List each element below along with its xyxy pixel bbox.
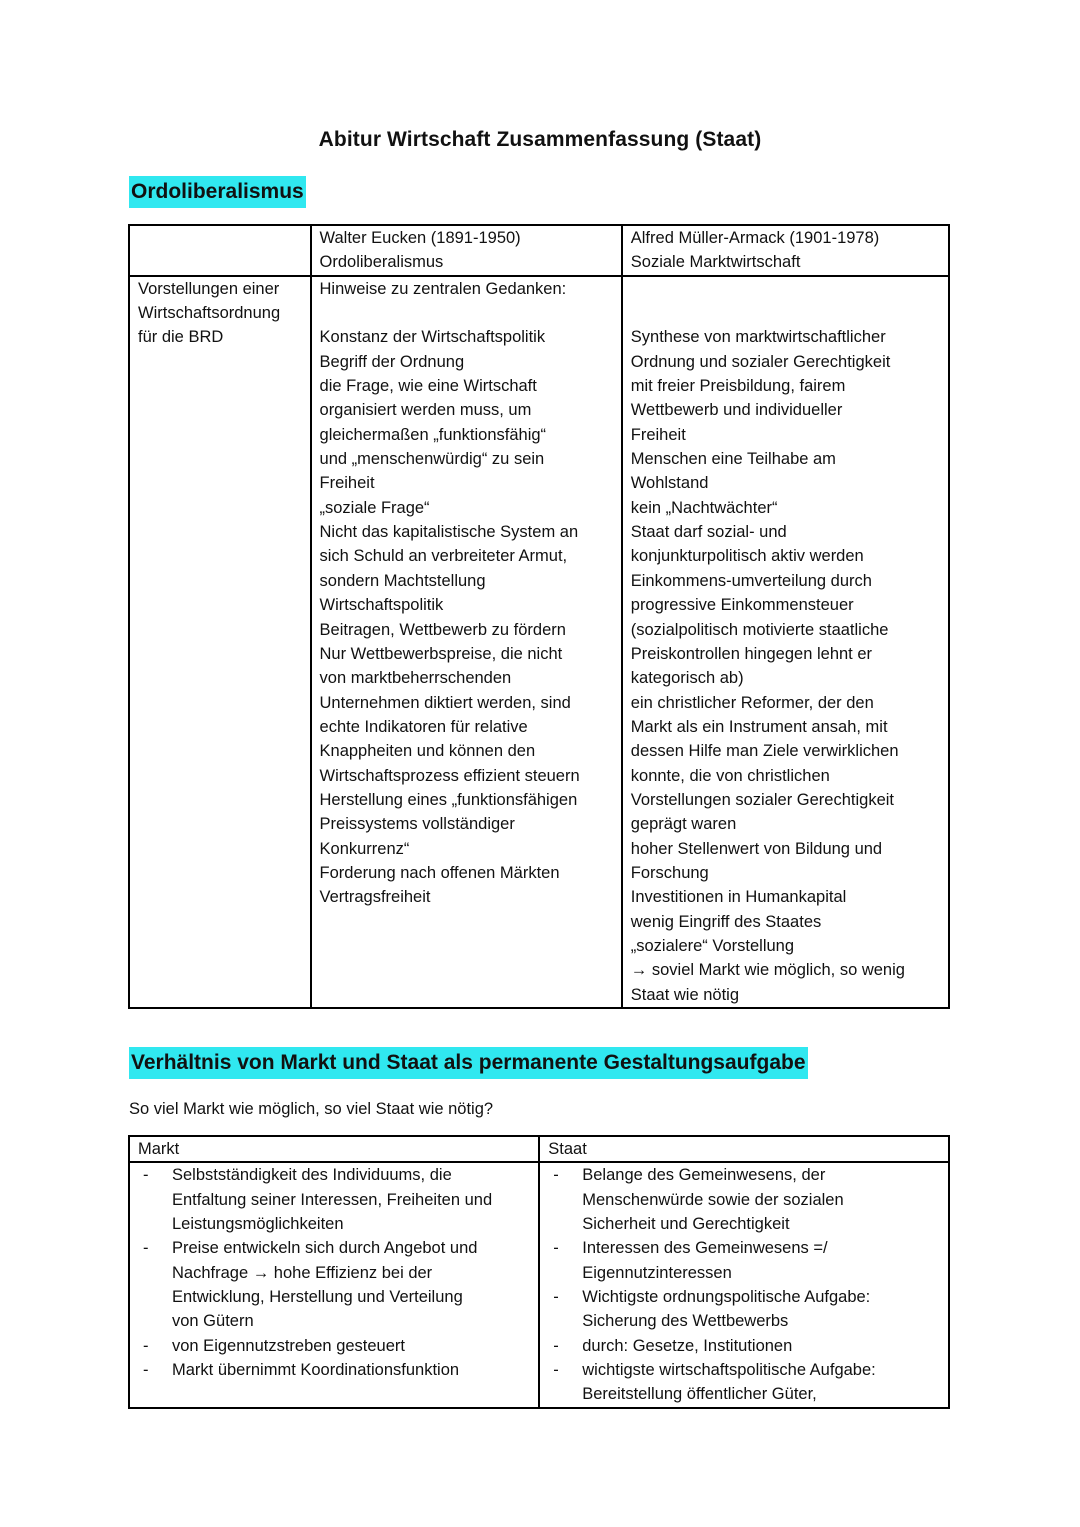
markt-list-item-line: - von Eigennutzstreben gesteuert: [172, 1336, 405, 1355]
table-header-row: [129, 225, 949, 276]
staat-list-item: [548, 1236, 940, 1285]
document-title: Abitur Wirtschaft Zusammenfassung (Staat): [318, 128, 762, 151]
armack-note-line: Freiheit: [630, 425, 686, 444]
table-body-row: [129, 276, 949, 1008]
armack-note-line: (sozialpolitisch motivierte staatliche: [630, 620, 889, 639]
staat-list-item: [548, 1334, 940, 1358]
eucken-note-line: sich Schuld an verbreiteter Armut,: [319, 547, 568, 566]
staat-list-item-line: Bereitstellung öffentlicher Güter,: [582, 1385, 817, 1404]
armack-note-line: [631, 277, 940, 301]
armack-note-line: hoher Stellenwert von Bildung und: [630, 839, 883, 858]
intro-question: So viel Markt wie möglich, so viel Staat wie nötig?: [129, 1100, 494, 1118]
armack-note-line: kategorisch ab): [630, 669, 744, 688]
eucken-notes-cell: [311, 276, 622, 1008]
armack-note-line: Wohlstand: [630, 474, 709, 493]
markt-list-item-line: Entwicklung, Herstellung und Verteilung: [172, 1288, 463, 1307]
markt-list-item: [138, 1163, 530, 1236]
staat-header: Staat: [539, 1136, 949, 1162]
armack-note-line: Synthese von marktwirtschaftlicher: [630, 328, 886, 347]
eucken-note-line: von marktbeherrschenden: [319, 669, 512, 688]
staat-list-item: [548, 1358, 940, 1407]
staat-list-item: [548, 1285, 940, 1334]
armack-header-line: Alfred Müller-Armack (1901-1978): [630, 229, 880, 247]
table-header-row: [129, 1136, 949, 1162]
eucken-note-line: echte Indikatoren für relative: [319, 717, 528, 736]
eucken-note-line: Preissystems vollständiger: [319, 815, 515, 834]
armack-note-line: Preiskontrollen hingegen lehnt er: [630, 644, 873, 663]
markt-list: [138, 1163, 530, 1382]
armack-note-line: Wettbewerb und individueller: [630, 401, 843, 420]
ordoliberalismus-table: [128, 224, 950, 1009]
markt-list-item-line: Entfaltung seiner Interessen, Freiheiten und: [172, 1190, 493, 1209]
armack-note-line: „sozialere“ Vorstellung: [630, 936, 795, 955]
staat-list-cell: [539, 1162, 949, 1407]
armack-note-line: progressive Einkommensteuer: [630, 596, 854, 615]
eucken-note-line: sondern Machtstellung: [319, 571, 486, 590]
eucken-note-line: Knappheiten und können den: [319, 742, 536, 761]
eucken-note-line: Hinweise zu zentralen Gedanken:: [319, 279, 567, 298]
eucken-note-line: organisiert werden muss, um: [319, 401, 532, 420]
staat-list-item-line: - Wichtigste ordnungspolitische Aufgabe:: [582, 1288, 871, 1307]
markt-staat-table: [128, 1135, 950, 1409]
eucken-note-line: Konkurrenz“: [319, 839, 410, 858]
armack-note-line: Staat darf sozial- und: [630, 523, 787, 542]
armack-notes-cell: [622, 276, 949, 1008]
markt-list-item: [138, 1334, 530, 1358]
staat-list-item-line: - durch: Gesetze, Institutionen: [582, 1336, 793, 1355]
eucken-note-line: Forderung nach offenen Märkten: [319, 863, 560, 882]
armack-note-line: Staat wie nötig: [630, 985, 739, 1004]
eucken-note-line: Nicht das kapitalistische System an: [319, 523, 579, 542]
markt-list-item-line: - Selbstständigkeit des Individuums, die: [172, 1166, 452, 1185]
eucken-note-line: Nur Wettbewerbspreise, die nicht: [319, 644, 563, 663]
section-heading-markt-staat: Verhältnis von Markt und Staat als permanente Gestaltungsaufgabe: [129, 1047, 808, 1079]
armack-note-line: geprägt waren: [630, 815, 737, 834]
row-label-line: für die BRD: [138, 328, 224, 347]
row-label-cell: [129, 276, 311, 1008]
header-empty-cell: [129, 225, 311, 276]
markt-list-cell: [129, 1162, 539, 1407]
markt-list-item: [138, 1236, 530, 1333]
staat-list: [548, 1163, 940, 1406]
armack-note-line: Investitionen in Humankapital: [630, 888, 847, 907]
markt-list-item-line: - Preise entwickeln sich durch Angebot und: [172, 1239, 478, 1258]
section-heading-ordoliberalismus: Ordoliberalismus: [129, 176, 306, 208]
table-body-row: [129, 1162, 949, 1407]
armack-note-line: mit freier Preisbildung, fairem: [630, 377, 846, 396]
markt-list-item-line: Leistungsmöglichkeiten: [172, 1215, 344, 1234]
header-eucken-cell: [311, 225, 622, 276]
armack-note-line: Einkommens-umverteilung durch: [630, 571, 872, 590]
eucken-note-line: Vertragsfreiheit: [319, 888, 431, 907]
eucken-header-line: Ordoliberalismus: [319, 253, 444, 272]
armack-note-line: Menschen eine Teilhabe am: [630, 450, 836, 469]
armack-note-line: [631, 301, 940, 325]
eucken-note-line: „soziale Frage“: [319, 498, 430, 517]
armack-note-line: Forschung: [630, 863, 709, 882]
armack-note-line: Ordnung und sozialer Gerechtigkeit: [630, 352, 891, 371]
eucken-note-line: und „menschenwürdig“ zu sein: [319, 450, 545, 469]
armack-note-line: kein „Nachtwächter“: [630, 498, 778, 517]
eucken-note-line: Herstellung eines „funktionsfähigen: [319, 790, 578, 809]
staat-list-item-line: - Belange des Gemeinwesens, der: [582, 1166, 826, 1185]
eucken-note-line: gleichermaßen „funktionsfähig“: [319, 425, 547, 444]
eucken-note-line: Konstanz der Wirtschaftspolitik: [319, 328, 546, 347]
armack-note-line: konjunkturpolitisch aktiv werden: [630, 547, 864, 566]
staat-list-item-line: - wichtigste wirtschaftspolitische Aufgabe:: [582, 1361, 876, 1380]
armack-note-line: → soviel Markt wie möglich, so wenig: [630, 961, 905, 980]
markt-header: Markt: [129, 1136, 539, 1162]
eucken-note-line: Wirtschaftspolitik: [319, 596, 444, 615]
eucken-note-line: Unternehmen diktiert werden, sind: [319, 693, 571, 712]
eucken-header-line: Walter Eucken (1891-1950): [319, 229, 521, 247]
markt-list-item-line: - Markt übernimmt Koordinationsfunktion: [172, 1361, 460, 1380]
staat-list-item-line: Menschenwürde sowie der sozialen: [582, 1190, 844, 1209]
armack-note-line: Vorstellungen sozialer Gerechtigkeit: [630, 790, 894, 809]
markt-list-item-line: von Gütern: [172, 1312, 254, 1331]
eucken-note-line: Beitragen, Wettbewerb zu fördern: [319, 620, 566, 639]
eucken-note-line: Wirtschaftsprozess effizient steuern: [319, 766, 580, 785]
armack-note-line: wenig Eingriff des Staates: [630, 912, 822, 931]
staat-list-item-line: - Interessen des Gemeinwesens =/: [582, 1239, 828, 1258]
armack-note-line: ein christlicher Reformer, der den: [630, 693, 874, 712]
armack-header-line: Soziale Marktwirtschaft: [630, 253, 801, 272]
staat-list-item-line: Sicherheit und Gerechtigkeit: [582, 1215, 790, 1234]
eucken-note-line: Begriff der Ordnung: [319, 352, 465, 371]
eucken-note-line: [320, 301, 613, 325]
row-label-line: Wirtschaftsordnung: [138, 304, 281, 323]
armack-note-line: Markt als ein Instrument ansah, mit: [630, 717, 888, 736]
armack-note-line: dessen Hilfe man Ziele verwirklichen: [630, 742, 899, 761]
markt-list-item: [138, 1358, 530, 1382]
eucken-note-line: die Frage, wie eine Wirtschaft: [319, 377, 537, 396]
staat-list-item-line: Eigennutzinteressen: [582, 1263, 732, 1282]
row-label-line: Vorstellungen einer: [138, 279, 280, 298]
eucken-note-line: Freiheit: [319, 474, 375, 493]
armack-note-line: konnte, die von christlichen: [630, 766, 830, 785]
staat-list-item: [548, 1163, 940, 1236]
header-armack-cell: [622, 225, 949, 276]
staat-list-item-line: Sicherung des Wettbewerbs: [582, 1312, 789, 1331]
markt-list-item-line: Nachfrage → hohe Effizienz bei der: [172, 1263, 433, 1282]
